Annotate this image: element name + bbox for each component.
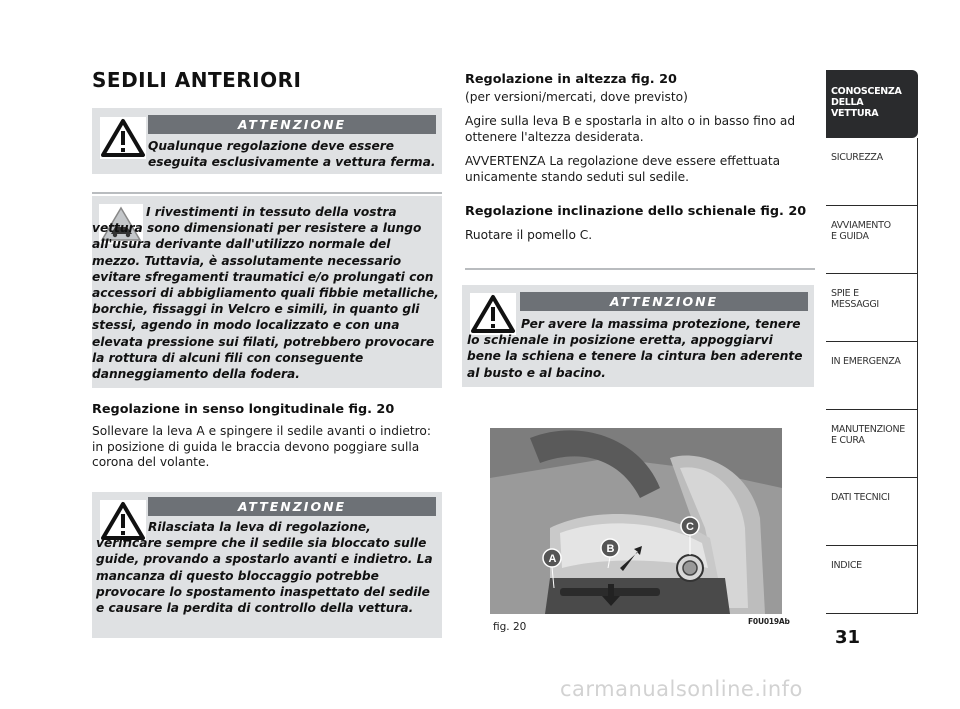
recline-heading: Regolazione inclinazione dello schienale fig. 20	[465, 204, 807, 219]
tab-sicurezza[interactable]: SICUREZZA	[826, 138, 918, 206]
warning-box-2	[92, 492, 442, 638]
watermark: carmanualsonline.info	[560, 677, 803, 701]
height-heading: Regolazione in altezza fig. 20	[465, 72, 677, 87]
tab-spie[interactable]: SPIE E MESSAGGI	[826, 274, 918, 342]
warning-text-3: Per avere la massima protezione, tenere lo schienale in posizione eretta, appoggiarvi bene la schiena e tenere la cintura ben aderente al busto e al bacino.	[467, 317, 803, 380]
tab-avviamento[interactable]: AVVIAMENTO E GUIDA	[826, 206, 918, 274]
height-body: Agire sulla leva B e spostarla in alto o in basso fino ad ottenere l'altezza desiderata.	[465, 114, 796, 144]
height-subheading: (per versioni/mercati, dove previsto)	[465, 90, 688, 104]
attention-label: ATTENZIONE	[148, 115, 436, 134]
warning-triangle-icon	[100, 117, 146, 159]
tab-indice[interactable]: INDICE	[826, 546, 918, 614]
tab-manutenzione[interactable]: MANUTENZIONE E CURA	[826, 410, 918, 478]
figure-code: F0U019Ab	[748, 617, 790, 626]
svg-text:B: B	[606, 543, 615, 555]
warning-box-1	[92, 108, 442, 174]
tab-conoscenza[interactable]: CONOSCENZA DELLA VETTURA	[826, 70, 918, 138]
recline-body: Ruotare il pomello C.	[465, 228, 593, 242]
svg-text:C: C	[686, 521, 694, 533]
tab-emergenza[interactable]: IN EMERGENZA	[826, 342, 918, 410]
svg-text:A: A	[548, 553, 557, 565]
divider	[92, 192, 442, 194]
warning-text-2: Rilasciata la leva di regolazione, verificare sempre che il sedile sia bloccato sulle guide, provando a spostarlo avanti e indietro. La mancanza di questo bloccaggio potrebbe provocare lo spostamento inaspettato del sedile e causare la perdita di controllo della vettura.	[96, 520, 433, 616]
attention-label: ATTENZIONE	[148, 497, 436, 516]
page-number: 31	[835, 627, 861, 648]
warning-box-3	[462, 285, 814, 387]
page-title: SEDILI ANTERIORI	[92, 68, 302, 92]
note-text: I rivestimenti in tessuto della vostra vettura sono dimensionati per resistere a lungo all'usura derivante dall'utilizzo normale del mezzo. Tuttavia, è assolutamente necessario evitare sfregamenti traumatici e/o prolungati con accessori di abbigliamento quali fibbie metalliche, borchie, fissaggi in Velcro e simili, in quanto gli stessi, agendo in modo localizzato e con una elevata pressione sui filati, potrebbero provocare la rottura di alcuni fili con conseguente danneggiamento della fodera.	[92, 205, 439, 382]
longitudinal-body: Sollevare la leva A e spingere il sedile avanti o indietro: in posizione di guida le braccia devono poggiare sulla corona del volante.	[92, 424, 431, 469]
figure-label: fig. 20	[493, 621, 527, 633]
height-notice: AVVERTENZA La regolazione deve essere effettuata unicamente stando seduti sul sedile.	[465, 154, 781, 184]
tab-dati-tecnici[interactable]: DATI TECNICI	[826, 478, 918, 546]
attention-label: ATTENZIONE	[520, 292, 808, 311]
section-tabs	[826, 70, 918, 614]
seat-adjustment-photo	[490, 428, 782, 614]
divider	[465, 268, 815, 270]
warning-text-1: Qualunque regolazione deve essere eseguita esclusivamente a vettura ferma.	[148, 139, 436, 170]
longitudinal-heading: Regolazione in senso longitudinale fig. 20	[92, 402, 395, 417]
